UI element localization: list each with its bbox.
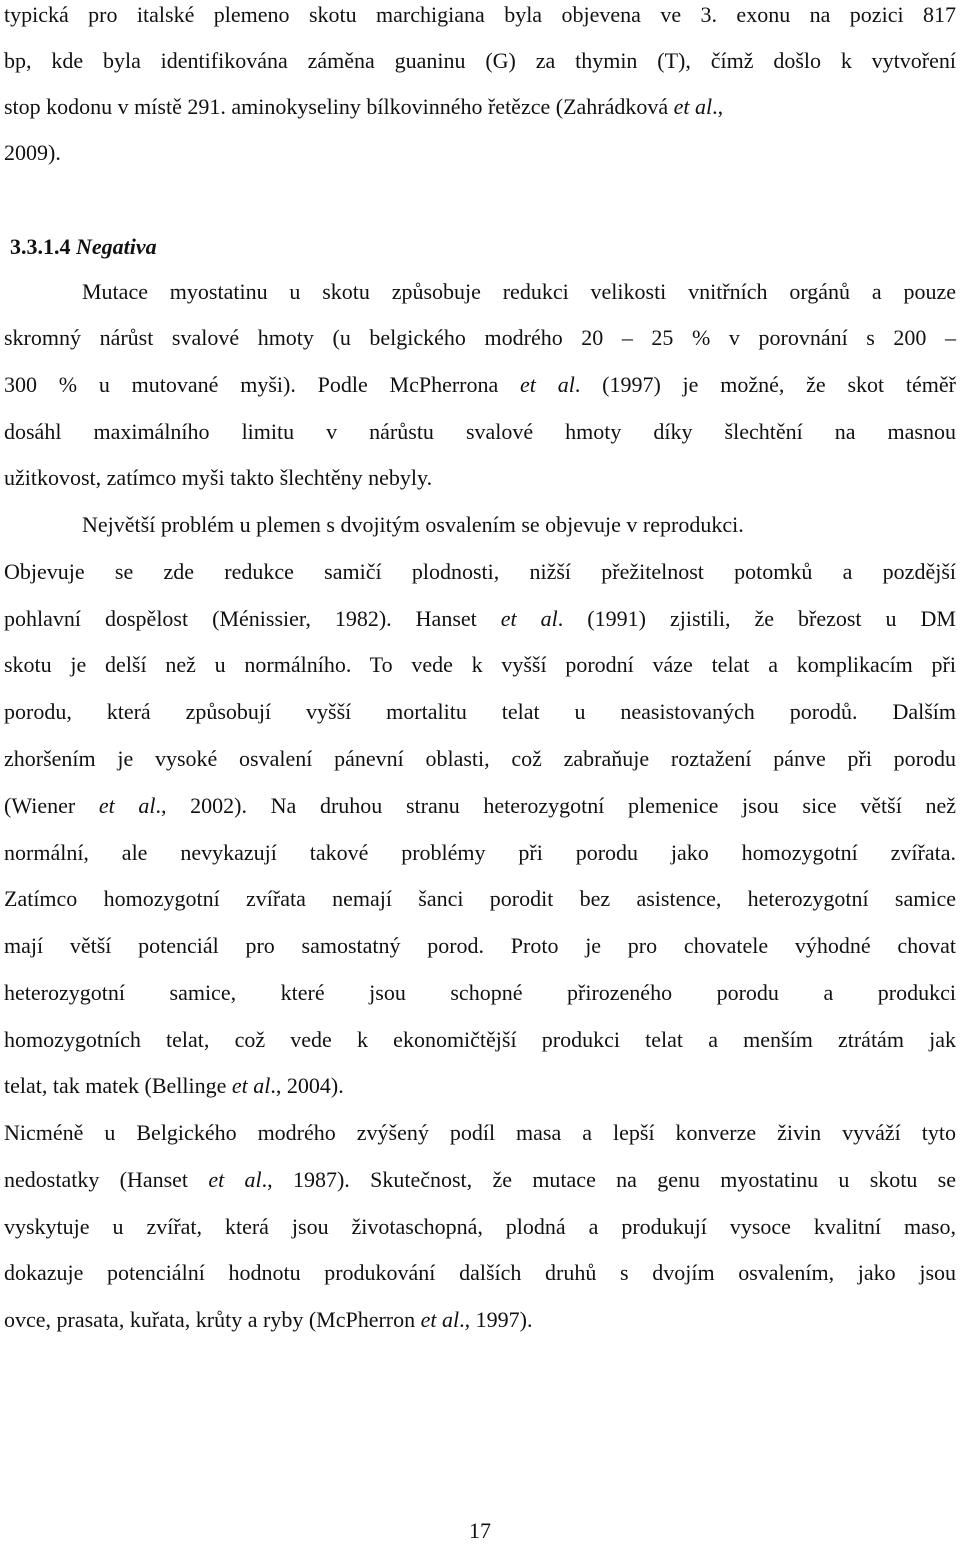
p3-line-5-pre: ovce, prasata, kuřata, krůty a ryby (McPherron bbox=[4, 1307, 416, 1332]
intro-line-4: 2009). bbox=[4, 140, 61, 165]
p2-line-10: mají větší potenciál pro samostatný porod. Proto je pro chovatele výhodné chovat bbox=[4, 933, 956, 958]
p3-line-5 bbox=[4, 1305, 956, 1335]
p2-line-12: homozygotních telat, což vede k ekonomičtější produkci telat a menším ztrátám jak bbox=[4, 1027, 956, 1052]
p3-line-2 bbox=[4, 1165, 956, 1195]
p1-line-4: dosáhl maximálního limitu v nárůstu svalové hmoty díky šlechtění na masnou bbox=[4, 419, 956, 444]
intro-line-2: bp, kde byla identifikována záměna guaninu (G) za thymin (T), čímž došlo k vytvoření bbox=[4, 48, 956, 73]
citation-et-al: et al bbox=[673, 94, 713, 119]
p2-line-3-pre: pohlavní dospělost (Ménissier, 1982). Hanset bbox=[4, 606, 477, 631]
p1-line-5: užitkovost, zatímco myši takto šlechtěny nebyly. bbox=[4, 465, 433, 490]
p3-line-2-pre: nedostatky (Hanset bbox=[4, 1167, 189, 1192]
intro-line-3-text: stop kodonu v místě 291. aminokyseliny bílkovinného řetězce (Zahrádková bbox=[4, 94, 669, 119]
citation-et-al: et al bbox=[208, 1167, 262, 1192]
p3-line-4: dokazuje potenciální hodnotu produkování dalších druhů s dvojím osvalením, jako jsou bbox=[4, 1260, 956, 1285]
citation-tail: ., bbox=[712, 94, 724, 119]
p2-line-2: Objevuje se zde redukce samičí plodnosti, nižší přežitelnost potomků a pozdější bbox=[4, 559, 956, 584]
p2-line-4: skotu je delší než u normálního. To vede k vyšší porodní váze telat a komplikacím při bbox=[4, 652, 956, 677]
page-number: 17 bbox=[469, 1518, 491, 1543]
p2-line-6: zhoršením je vysoké osvalení pánevní oblasti, což zabraňuje roztažení pánve při porodu bbox=[4, 746, 956, 771]
p2-line-7-post: ., 2002). Na druhou stranu heterozygotní plemenice jsou sice větší než bbox=[155, 793, 956, 818]
p2-line-7-pre: (Wiener bbox=[4, 793, 76, 818]
p1-line-3-pre: 300 % u mutované myši). Podle McPherrona bbox=[4, 372, 499, 397]
citation-et-al: et al bbox=[520, 372, 575, 397]
citation-et-al: et al bbox=[500, 606, 558, 631]
p3-line-1: Nicméně u Belgického modrého zvýšený podíl masa a lepší konverze živin vyváží tyto bbox=[4, 1120, 956, 1145]
p2-line-13 bbox=[4, 1071, 956, 1101]
p1-line-2: skromný nárůst svalové hmoty (u belgického modrého 20 – 25 % v porovnání s 200 – bbox=[4, 325, 956, 350]
p3-line-2-post: ., 1987). Skutečnost, že mutace na genu myostatinu u skotu se bbox=[261, 1167, 957, 1192]
p2-line-13-post: ., 2004). bbox=[270, 1073, 344, 1098]
p2-line-7 bbox=[4, 791, 956, 821]
p2-line-5: porodu, která způsobují vyšší mortalitu telat u neasistovaných porodů. Dalším bbox=[4, 699, 956, 724]
p2-line-13-pre: telat, tak matek (Bellinge bbox=[4, 1073, 227, 1098]
p1-line-3-post: . (1997) je možné, že skot téměř bbox=[574, 372, 956, 397]
p3-line-5-post: ., 1997). bbox=[459, 1307, 533, 1332]
p1-line-3 bbox=[4, 370, 956, 400]
citation-et-al: et al bbox=[231, 1073, 271, 1098]
p2-line-11: heterozygotní samice, které jsou schopné přirozeného porodu a produkci bbox=[4, 980, 956, 1005]
section-title: Negativa bbox=[76, 234, 157, 259]
p2-line-3-post: . (1991) zjistili, že březost u DM bbox=[557, 606, 956, 631]
intro-line-1: typická pro italské plemeno skotu marchigiana byla objevena ve 3. exonu na pozici 817 bbox=[4, 2, 956, 27]
citation-et-al: et al bbox=[420, 1307, 460, 1332]
p2-line-8: normální, ale nevykazují takové problémy při porodu jako homozygotní zvířata. bbox=[4, 840, 956, 865]
intro-line-3 bbox=[4, 92, 956, 122]
p2-line-1: Největší problém u plemen s dvojitým osvalením se objevuje v reprodukci. bbox=[82, 512, 744, 537]
citation-et-al: et al bbox=[98, 793, 156, 818]
p1-line-1: Mutace myostatinu u skotu způsobuje redukci velikosti vnitřních orgánů a pouze bbox=[82, 279, 956, 304]
p3-line-3: vyskytuje u zvířat, která jsou životaschopná, plodná a produkují vysoce kvalitní maso, bbox=[4, 1214, 956, 1239]
p2-line-3 bbox=[4, 604, 956, 634]
section-number: 3.3.1.4 bbox=[10, 234, 71, 259]
p2-line-9: Zatímco homozygotní zvířata nemají šanci porodit bez asistence, heterozygotní samice bbox=[4, 886, 956, 911]
section-heading bbox=[10, 232, 956, 262]
